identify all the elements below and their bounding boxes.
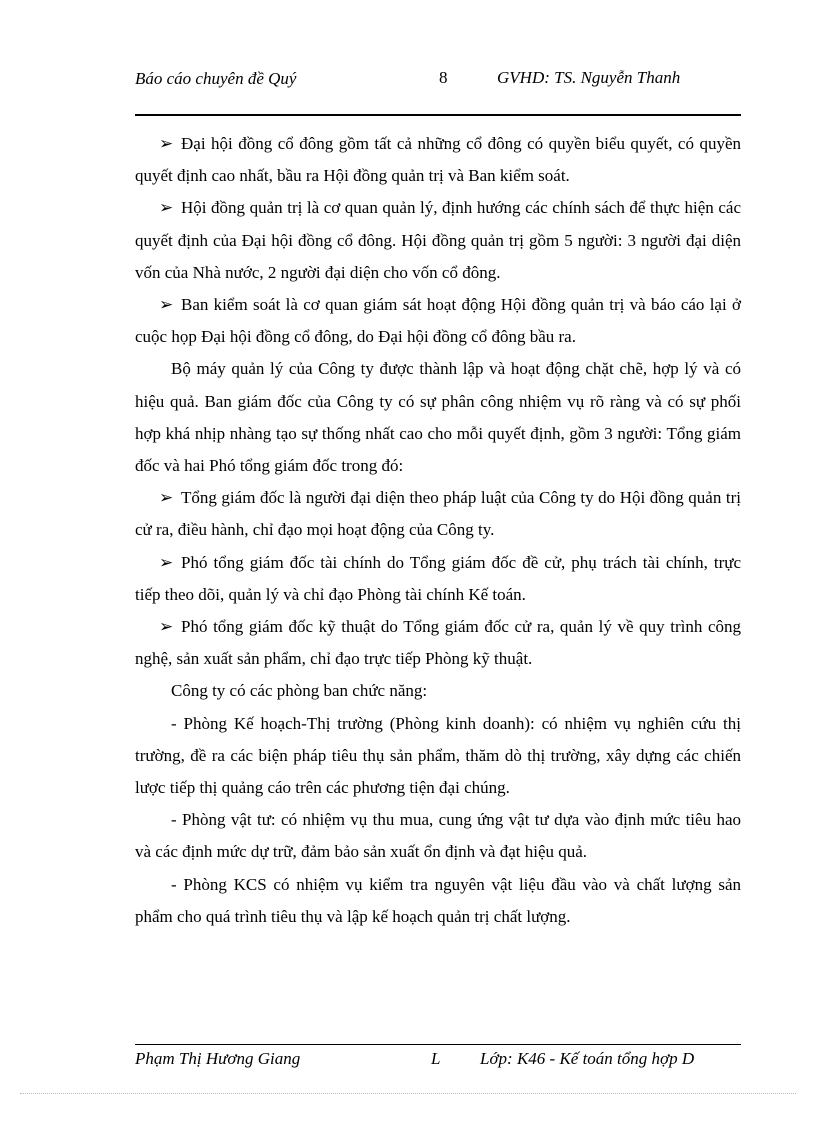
paragraph-3: ➢ Ban kiểm soát là cơ quan giám sát hoạt động Hội đồng quản trị và báo cáo lại ở cuộc họp Đại hội đồng cổ đông, do Đại hội đồng cổ đông bầu ra.	[135, 289, 741, 353]
paragraph-11: - Phòng KCS có nhiệm vụ kiểm tra nguyên vật liệu đầu vào và chất lượng sản phẩm cho quá trình tiêu thụ và lập kế hoạch quản trị chất lượng.	[135, 874, 741, 926]
paragraph-8: Công ty có các phòng ban chức năng:	[171, 681, 428, 701]
footer-class: Lớp: K46 - Kế toán tổng hợp D	[480, 1049, 695, 1068]
header-report-title: Báo cáo chuyên đề Quý	[135, 69, 297, 88]
paragraph-5: ➢ Tổng giám đốc là người đại diện theo pháp luật của Công ty do Hội đồng quản trị cử ra, điều hành, chỉ đạo mọi hoạt động của Công ty.	[135, 482, 741, 546]
paragraph-6: ➢ Phó tổng giám đốc tài chính do Tổng giám đốc đề cử, phụ trách tài chính, trực tiếp theo dõi, quản lý và chỉ đạo Phòng tài chính Kế toán.	[135, 547, 741, 611]
header-supervisor: GVHD: TS. Nguyễn Thanh	[497, 68, 681, 87]
page-bottom-divider	[20, 1093, 796, 1094]
arrow-bullet-icon: ➢	[159, 552, 174, 572]
paragraph-4: Bộ máy quản lý của Công ty được thành lập và hoạt động chặt chẽ, hợp lý và có hiệu quả. Ban giám đốc của Công ty có sự phân công nhiệm vụ rõ ràng và có sự phối hợp khá nhịp nhàng tạo sự thống nhất cao cho mỗi quyết định, gồm 3 người: Tổng giám đốc và hai Phó tổng giám đốc trong đó:	[135, 359, 741, 476]
page-footer	[135, 1044, 741, 1073]
arrow-bullet-icon: ➢	[159, 134, 174, 153]
footer-author: Phạm Thị Hương Giang	[135, 1049, 301, 1068]
page-header	[135, 66, 741, 116]
arrow-bullet-icon: ➢	[159, 295, 174, 315]
arrow-bullet-icon: ➢	[159, 488, 174, 508]
arrow-bullet-icon: ➢	[159, 198, 174, 218]
paragraph-2: ➢ Hội đồng quản trị là cơ quan quản lý, định hướng các chính sách để thực hiện các quyết định của Đại hội đồng cổ đông. Hội đồng quản trị gồm 5 người: 3 người đại diện vốn của Nhà nước, 2 người đại diện cho vốn cổ đông.	[135, 192, 741, 289]
footer-marker: L	[431, 1049, 441, 1068]
header-page-number: 8	[439, 68, 448, 87]
paragraph-1: ➢ Đại hội đồng cổ đông gồm tất cả những cổ đông có quyền biểu quyết, có quyền quyết định cao nhất, bầu ra Hội đồng quản trị và Ban kiểm soát.	[135, 128, 741, 192]
paragraph-10: - Phòng vật tư: có nhiệm vụ thu mua, cung ứng vật tư dựa vào định mức tiêu hao và các định mức dự trữ, đảm bảo sản xuất ổn định và đạt hiệu quả.	[135, 810, 741, 862]
paragraph-9: - Phòng Kế hoạch-Thị trường (Phòng kinh doanh): có nhiệm vụ nghiên cứu thị trường, đề ra các biện pháp tiêu thụ sản phẩm, thăm dò thị trường, xây dựng các chiến lược tiếp thị quảng cáo trên các phương tiện đại chúng.	[135, 713, 741, 798]
arrow-bullet-icon: ➢	[159, 617, 174, 637]
document-body	[135, 128, 741, 933]
paragraph-7: ➢ Phó tổng giám đốc kỹ thuật do Tổng giám đốc cử ra, quản lý về quy trình công nghệ, sản xuất sản phẩm, chỉ đạo trực tiếp Phòng kỹ thuật.	[135, 611, 741, 675]
